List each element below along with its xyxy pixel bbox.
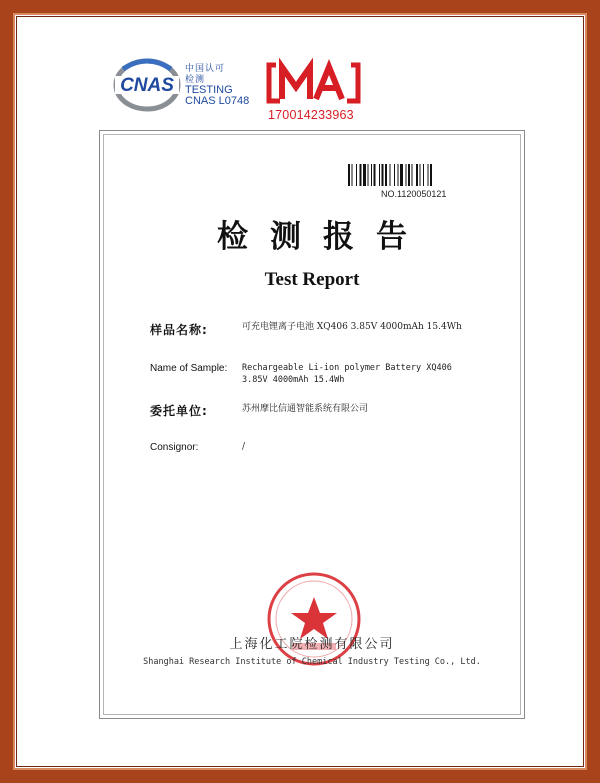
consignor-cn-value: 苏州摩比信通智能系统有限公司 <box>242 404 369 414</box>
sample-name-en-value: Rechargeable Li-ion polymer Battery XQ406 3.85V 4000mAh 15.4Wh <box>242 363 452 385</box>
svg-text:CNAS: CNAS <box>120 75 174 96</box>
cnas-text-block <box>185 63 249 107</box>
report-number: NO.1120050121 <box>381 189 447 199</box>
barcode-icon <box>348 164 484 186</box>
report-sheet <box>99 130 525 719</box>
report-title-cn: 检测报告 <box>217 219 429 255</box>
cnas-cn-label: 中国认可 <box>185 63 226 73</box>
sample-name-cn-label: 样品名称: <box>150 323 208 337</box>
cnas-testing-label: TESTING <box>185 84 233 96</box>
cnas-cn-label-2: 检测 <box>185 74 206 84</box>
sample-name-en-label: Name of Sample: <box>150 363 228 374</box>
sample-name-cn-value: 可充电锂离子电池 XQ406 3.85V 4000mAh 15.4Wh <box>242 322 462 332</box>
official-seal-icon <box>264 569 364 669</box>
issuer-name-cn: 上海化工院检测有限公司 <box>229 637 395 652</box>
consignor-en-value: / <box>242 442 246 452</box>
cma-number: 170014233963 <box>268 108 354 122</box>
accreditation-logos <box>113 57 473 127</box>
consignor-cn-label: 委托单位: <box>150 404 208 418</box>
issuer-name-en: Shanghai Research Institute of Chemical Industry Testing Co., Ltd. <box>143 657 481 667</box>
cnas-logo-icon <box>113 57 181 113</box>
cma-logo-icon <box>266 57 361 109</box>
report-title-en: Test Report <box>264 269 360 290</box>
cnas-code-label: CNAS L0748 <box>185 95 250 107</box>
consignor-en-label: Consignor: <box>150 442 199 453</box>
